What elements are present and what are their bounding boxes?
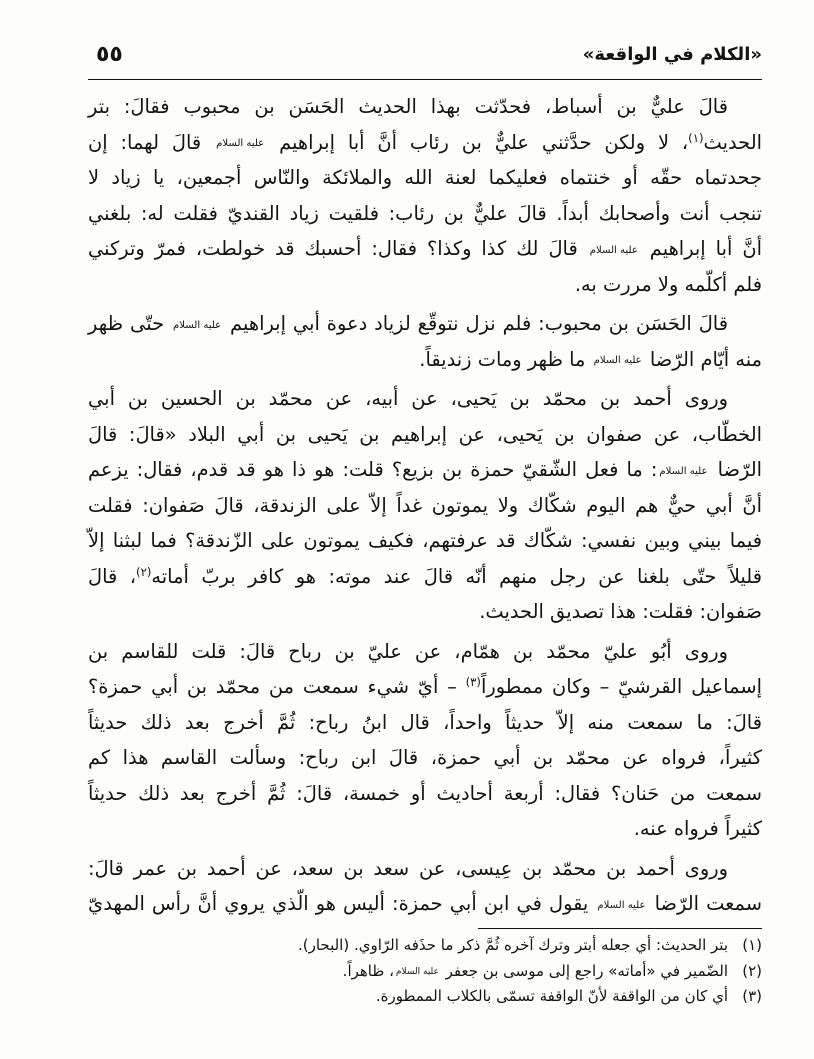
footnote-ref: (٣) bbox=[465, 675, 481, 690]
paragraph bbox=[88, 634, 762, 847]
text-run: وروى أحمد بن محمّد بن عِيسى، عن سعد بن سعد، عن أحمد بن عمر قالَ: bbox=[88, 856, 728, 880]
text-run: : ما فعل الشّقيّ حمزة بن بزيع؟ قلت: هو ذا هو قد قدم، فقال: يزعم bbox=[88, 458, 658, 481]
text-run: قالَ: ما سمعت منه إلاّ حديثاً واحداً، قال ابنُ رباح: ثُمَّ أخرج بعد ذلك حديثاً bbox=[88, 710, 762, 734]
footnote-text: أي كان من الواقفة لأنّ الواقفة تسمّى بالكلاب الممطورة. bbox=[375, 987, 728, 1005]
paragraph bbox=[88, 306, 762, 377]
text-run: قليلاً حتّى بلغنا عن رجل منهم أنّه قالَ عند موته: هو كافر بربّ أماته bbox=[151, 564, 762, 588]
text-line bbox=[88, 594, 762, 630]
text-run: جحدتماه حقّه أو خنتماه فعليكما لعنة الله والملائكة والنّاس أجمعين، يا زياد لا bbox=[88, 166, 762, 189]
text-run: أنَّ أبي حيٌّ هم اليوم شكّاك ولا يموتون غداً إلاّ على الزندقة، قالَ صَفوان: فقلت bbox=[88, 493, 762, 517]
text-run: – أيّ شيء سمعت من محمّد بن أبي حمزة؟ bbox=[88, 675, 466, 698]
text-run: فيما بيني وبين نفسي: شكّاك قد عرفتهم، فكيف يموتون على الزّندقة؟ فما لبثنا إلاّ bbox=[88, 529, 762, 552]
footnote bbox=[88, 933, 762, 959]
text-line bbox=[88, 634, 762, 670]
text-run: الحديث bbox=[703, 130, 763, 154]
text-run: الرّضا bbox=[709, 458, 762, 481]
footnote-ref: (١) bbox=[688, 130, 704, 145]
text-run: الخطّاب، عن صفوان بن يَحيى، عن إبراهيم بن يَحيى بن أبي البلاد «قالَ: قالَ bbox=[88, 422, 762, 446]
honorific-ligature: عليه السلام bbox=[216, 138, 265, 150]
text-run: كثيراً، فرواه عن محمّد بن أبي حمزة، قالَ ابن رباح: وسألت القاسم هذا كم bbox=[88, 746, 762, 769]
text-line bbox=[88, 381, 762, 417]
text-run: وروى أبُو عليّ محمّد بن همّام، عن عليّ بن رباح قالَ: قلت للقاسم بن bbox=[88, 639, 728, 663]
footnote-separator bbox=[478, 928, 762, 929]
footnote bbox=[88, 959, 762, 985]
text-line bbox=[88, 267, 762, 303]
footnote-text: الضّمير في «أماته» راجع إلى موسى بن جعفر bbox=[440, 961, 728, 980]
text-line bbox=[88, 488, 762, 524]
honorific-ligature: عليه السلام bbox=[597, 899, 646, 911]
text-line bbox=[88, 306, 762, 342]
text-line bbox=[88, 452, 762, 488]
text-run: سمعت الرّضا bbox=[647, 892, 762, 915]
text-run: يقول في ابن أبي حمزة: أليس هو الّذي يروي أنَّ رأس المهديّ bbox=[88, 892, 596, 915]
footnote-ref: (٢) bbox=[136, 564, 152, 579]
text-run: قالَ لهما: إن bbox=[88, 130, 215, 154]
text-run: إسماعيل القرشيّ – وكان ممطوراً bbox=[480, 675, 762, 698]
text-run: منه أيّام الرّضا bbox=[643, 347, 762, 371]
footnote-number: (٣) bbox=[742, 987, 762, 1005]
honorific-ligature: عليه السلام bbox=[659, 465, 708, 477]
text-line bbox=[88, 342, 762, 378]
text-run: فلم أكلّمه ولا مررت به. bbox=[574, 272, 762, 296]
text-run: كثيراً فرواه عنه. bbox=[633, 817, 762, 840]
text-line bbox=[88, 231, 762, 267]
text-run: ، لا ولكن حدَّثني عليٌّ بن رئاب أنَّ أبا إبراهيم bbox=[266, 130, 689, 154]
text-run: حتّى ظهر bbox=[88, 312, 171, 335]
footnote-number: (١) bbox=[742, 936, 762, 954]
text-line bbox=[88, 417, 762, 453]
page-body bbox=[88, 89, 762, 922]
text-line bbox=[88, 559, 762, 595]
page-number: ٥٥ bbox=[96, 42, 123, 67]
text-line bbox=[88, 776, 762, 812]
text-run: قالَ لك كذا وكذا؟ فقال: أحسبك قد خولطت، فمرّ وتركني bbox=[88, 237, 588, 260]
footnotes bbox=[88, 933, 762, 1010]
footnote-text: ، ظاهراً. bbox=[342, 961, 394, 980]
text-line bbox=[88, 89, 762, 125]
paragraph bbox=[88, 381, 762, 630]
text-line bbox=[88, 160, 762, 196]
text-run: صَفوان: فقلت: هذا تصديق الحديث. bbox=[479, 600, 762, 623]
honorific-ligature: عليه السلام bbox=[593, 355, 642, 367]
text-run: أنَّ أبا إبراهيم bbox=[639, 237, 762, 260]
text-run: سمعت من حَنان؟ فقال: أربعة أحاديث أو خمسة، قالَ: ثُمَّ أخرج بعد ذلك حديثاً bbox=[88, 781, 762, 805]
text-run: قالَ الحَسَن بن محبوب: فلم نزل نتوقّع لزياد دعوة أبي إبراهيم bbox=[223, 312, 728, 335]
running-header bbox=[88, 40, 762, 70]
text-line bbox=[88, 523, 762, 559]
honorific-ligature: عليه السلام bbox=[589, 244, 638, 256]
text-line bbox=[88, 851, 762, 887]
honorific-ligature: عليه السلام bbox=[395, 966, 439, 977]
honorific-ligature: عليه السلام bbox=[173, 319, 222, 331]
footnote-number: (٢) bbox=[742, 961, 762, 980]
footnote-text: بتر الحديث: أي جعله أبتر وترك آخره ثُمَّ ذكر ما حذَفه الرّاوي. (البحار). bbox=[297, 936, 728, 954]
text-line bbox=[88, 705, 762, 741]
text-run: ما ظهر ومات زنديقاً. bbox=[419, 347, 592, 371]
text-run: وروى أحمد بن محمّد بن يَحيى، عن أبيه، عن محمّد بن الحسين بن أبي bbox=[88, 387, 728, 410]
text-line bbox=[88, 196, 762, 232]
paragraph bbox=[88, 89, 762, 302]
text-run: ، قالَ bbox=[88, 564, 137, 588]
text-line bbox=[88, 740, 762, 776]
footnote bbox=[88, 984, 762, 1010]
text-line bbox=[88, 669, 762, 705]
text-run: قالَ عليٌّ بن أسباط، فحدّثت بهذا الحديث الحَسَن بن محبوب فقالَ: بتر bbox=[88, 95, 728, 118]
text-line bbox=[88, 886, 762, 922]
paragraph bbox=[88, 851, 762, 922]
text-line bbox=[88, 811, 762, 847]
header-rule bbox=[88, 79, 762, 80]
text-line bbox=[88, 125, 762, 161]
running-title: «الكلام في الواقعة» bbox=[582, 44, 762, 65]
text-run: تنجب أنت وأصحابك أبداً. قالَ عليٌّ بن رئاب: فلقيت زياد القنديّ فقلت له: بلغني bbox=[88, 201, 762, 225]
